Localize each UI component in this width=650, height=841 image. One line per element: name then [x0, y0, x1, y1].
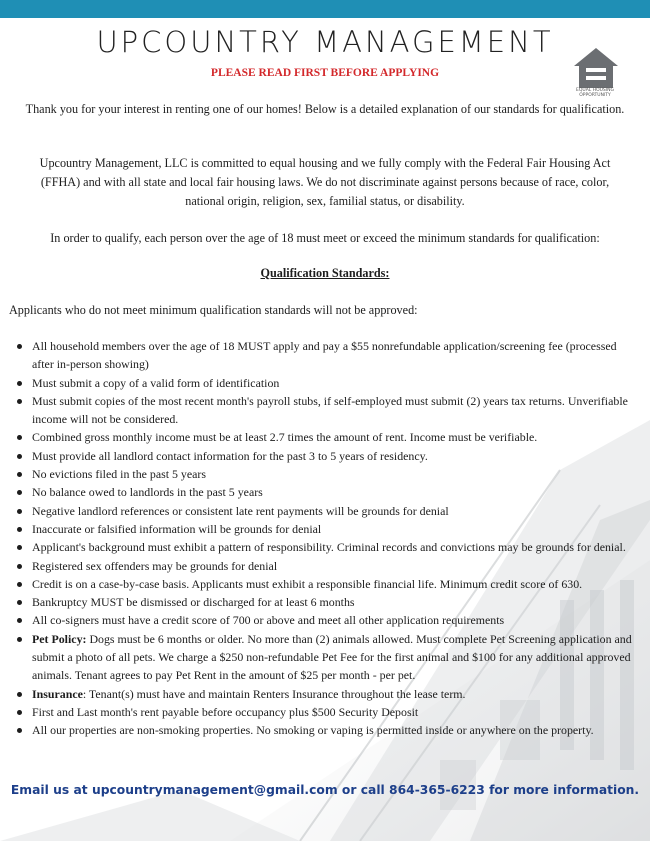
list-item: [11, 483, 641, 501]
list-item-text: Combined gross monthly income must be at least 2.7 times the amount of rent. Income must be verifiable.: [32, 430, 538, 445]
thank-you-paragraph: Thank you for your interest in renting one of our homes! Below is a detailed explanation of our standards for qualification.: [25, 102, 625, 116]
list-item-text: No balance owed to landlords in the past 5 years: [32, 485, 263, 500]
list-item-text: Negative landlord references or consistent late rent payments will be grounds for denial: [32, 503, 449, 518]
list-item-label: Insurance: [32, 686, 83, 701]
list-item: [11, 575, 641, 593]
fair-housing-paragraph: Upcountry Management, LLC is committed to equal housing and we fully comply with the Federal Fair Housing Act (FFHA) and with all state and local fair housing laws. We do not discriminate against persons because of race, color, national origin, religion, sex, familial status, or disability.: [39, 156, 611, 208]
page-subtitle: PLEASE READ FIRST BEFORE APPLYING: [210, 67, 440, 79]
list-item: [11, 593, 641, 611]
list-item: [11, 557, 641, 575]
list-item-text: Credit is on a case-by-case basis. Applicants must exhibit a responsible financial life. Minimum credit score of 630.: [32, 576, 583, 591]
list-item: [11, 374, 641, 392]
list-item: [11, 465, 641, 483]
list-item-label: Pet Policy:: [32, 631, 87, 646]
list-item: [11, 703, 641, 721]
list-item-text: No evictions filed in the past 5 years: [32, 467, 207, 482]
page-title: UPCOUNTRY MANAGEMENT: [96, 25, 554, 59]
list-item-text: Must provide all landlord contact information for the past 3 to 5 years of residency.: [32, 448, 428, 463]
list-item: [11, 611, 641, 629]
list-item: [11, 337, 641, 374]
list-item: [11, 502, 641, 520]
contact-footer: Email us at upcountrymanagement@gmail.com or call 864-365-6223 for more information.: [10, 783, 640, 797]
list-item-text: Inaccurate or falsified information will be grounds for denial: [32, 521, 322, 536]
list-item-text: All co-signers must have a credit score of 700 or above and meet all other application requirements: [32, 613, 505, 628]
list-item-text: Bankruptcy MUST be dismissed or discharged for at least 6 months: [32, 595, 355, 610]
requirements-list: [11, 337, 641, 740]
list-item-text: Dogs must be 6 months or older. No more than (2) animals allowed. Must complete Pet Screening application and submit a photo of all pets. We charge a $250 non-refundable Pet Fee for the first animal and $100 for any additional approved animals. Tenant agrees to pay Pet Rent in the amount of $25 per month - per pet.: [32, 631, 632, 683]
list-item: [11, 721, 641, 739]
list-item-text: First and Last month's rent payable before occupancy plus $500 Security Deposit: [32, 704, 419, 719]
list-item: [11, 538, 641, 556]
list-item-text: Must submit a copy of a valid form of identification: [32, 375, 280, 390]
list-item: [11, 685, 641, 703]
list-item: [11, 630, 641, 685]
standards-heading: Qualification Standards:: [260, 266, 390, 280]
standards-intro: Applicants who do not meet minimum qualification standards will not be approved:: [9, 303, 418, 317]
list-item: [11, 392, 641, 429]
list-item-text: Applicant's background must exhibit a pattern of responsibility. Criminal records and convictions may be grounds for denial.: [32, 540, 626, 555]
list-item: [11, 520, 641, 538]
list-item-text: All our properties are non-smoking properties. No smoking or vaping is permitted inside or anywhere on the property.: [32, 723, 594, 738]
list-item-text: Must submit copies of the most recent month's payroll stubs, if self-employed must submit (2) years tax returns. Unverifiable income will not be considered.: [32, 393, 628, 427]
list-item-text: All household members over the age of 18 MUST apply and pay a $55 nonrefundable application/screening fee (processed after in-person showing): [32, 339, 617, 372]
list-item: [11, 428, 641, 446]
list-item-text: : Tenant(s) must have and maintain Renters Insurance throughout the lease term.: [82, 686, 466, 701]
equal-housing-caption: EQUAL HOUSING OPPORTUNITY: [576, 88, 614, 98]
list-item-text: Registered sex offenders may be grounds for denial: [32, 558, 278, 573]
qualification-paragraph: In order to qualify, each person over the age of 18 must meet or exceed the minimum standards for qualification:: [50, 231, 600, 245]
list-item: [11, 447, 641, 465]
